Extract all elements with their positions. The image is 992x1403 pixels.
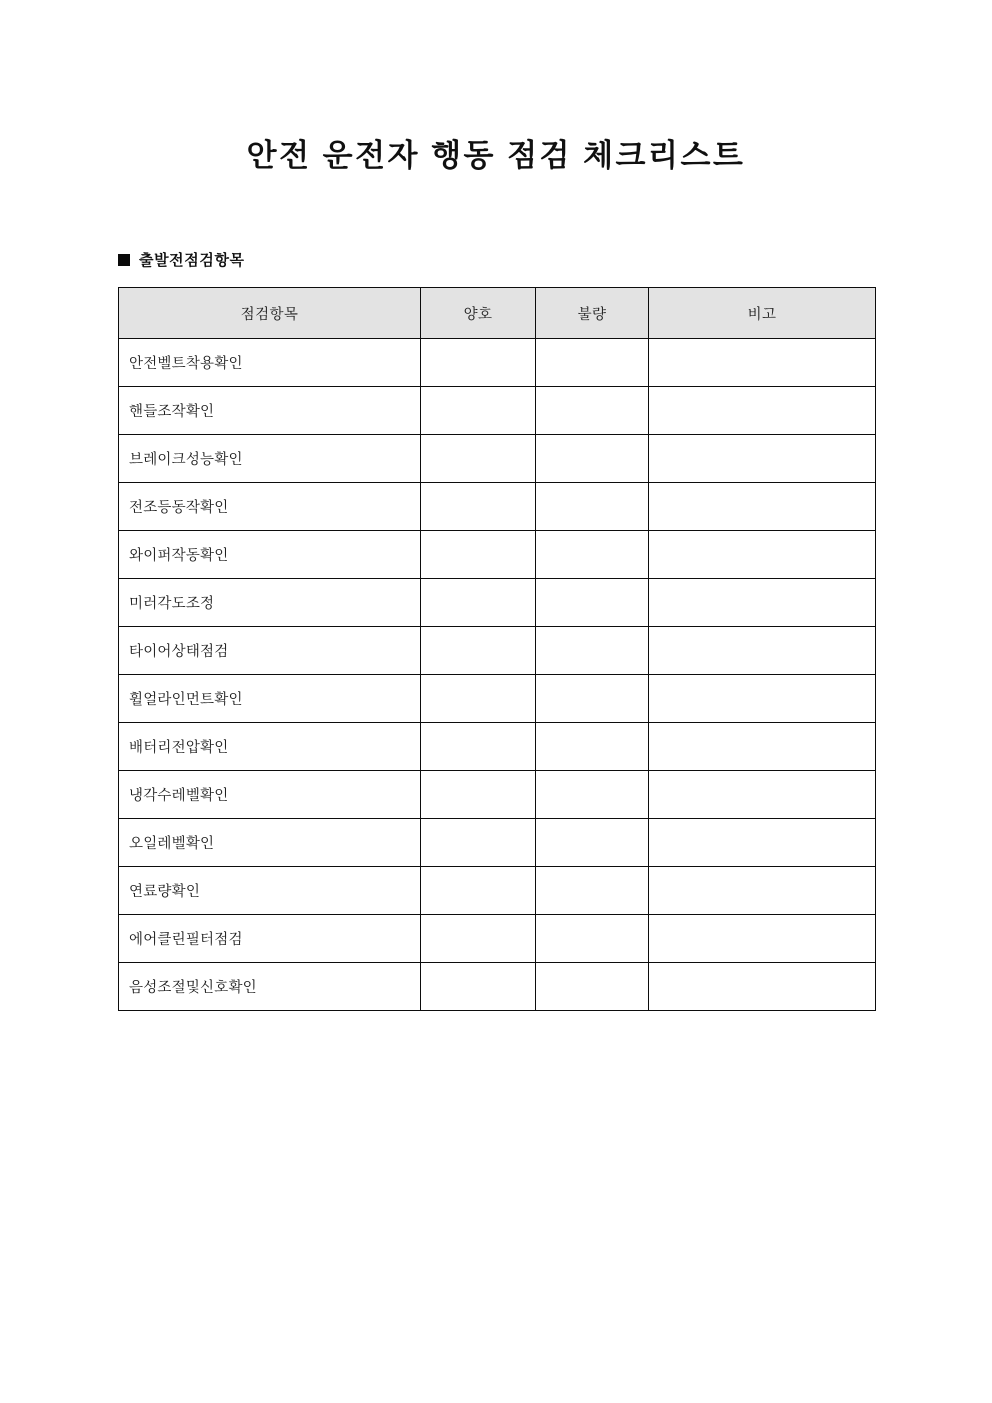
table-row bbox=[119, 483, 876, 531]
note-cell[interactable] bbox=[649, 819, 876, 867]
good-mark-cell[interactable] bbox=[421, 531, 536, 579]
checklist-table bbox=[118, 287, 876, 1011]
table-row bbox=[119, 867, 876, 915]
bad-mark-cell[interactable] bbox=[536, 867, 649, 915]
bad-mark-cell[interactable] bbox=[536, 723, 649, 771]
bad-mark-cell[interactable] bbox=[536, 531, 649, 579]
good-mark-cell[interactable] bbox=[421, 963, 536, 1011]
table-body bbox=[119, 339, 876, 1011]
bad-mark-cell[interactable] bbox=[536, 675, 649, 723]
bad-mark-cell[interactable] bbox=[536, 963, 649, 1011]
table-row bbox=[119, 627, 876, 675]
inspection-item-cell: 음성조절및신호확인 bbox=[119, 963, 421, 1011]
inspection-item-cell: 배터리전압확인 bbox=[119, 723, 421, 771]
inspection-item-cell: 에어클린필터점검 bbox=[119, 915, 421, 963]
note-cell[interactable] bbox=[649, 339, 876, 387]
good-mark-cell[interactable] bbox=[421, 627, 536, 675]
bad-mark-cell[interactable] bbox=[536, 483, 649, 531]
good-mark-cell[interactable] bbox=[421, 771, 536, 819]
table-row bbox=[119, 435, 876, 483]
bad-mark-cell[interactable] bbox=[536, 771, 649, 819]
note-cell[interactable] bbox=[649, 723, 876, 771]
good-mark-cell[interactable] bbox=[421, 867, 536, 915]
column-header-good: 양호 bbox=[421, 288, 536, 339]
table-row bbox=[119, 675, 876, 723]
inspection-item-cell: 와이퍼작동확인 bbox=[119, 531, 421, 579]
note-cell[interactable] bbox=[649, 579, 876, 627]
inspection-item-cell: 휠얼라인먼트확인 bbox=[119, 675, 421, 723]
good-mark-cell[interactable] bbox=[421, 579, 536, 627]
table-header-row bbox=[119, 288, 876, 339]
good-mark-cell[interactable] bbox=[421, 483, 536, 531]
good-mark-cell[interactable] bbox=[421, 723, 536, 771]
table-row bbox=[119, 579, 876, 627]
bad-mark-cell[interactable] bbox=[536, 627, 649, 675]
square-bullet-icon bbox=[118, 254, 130, 266]
good-mark-cell[interactable] bbox=[421, 915, 536, 963]
note-cell[interactable] bbox=[649, 771, 876, 819]
column-header-item: 점검항목 bbox=[119, 288, 421, 339]
inspection-item-cell: 핸들조작확인 bbox=[119, 387, 421, 435]
good-mark-cell[interactable] bbox=[421, 675, 536, 723]
good-mark-cell[interactable] bbox=[421, 435, 536, 483]
inspection-item-cell: 오일레벨확인 bbox=[119, 819, 421, 867]
good-mark-cell[interactable] bbox=[421, 819, 536, 867]
note-cell[interactable] bbox=[649, 867, 876, 915]
table-row bbox=[119, 819, 876, 867]
bad-mark-cell[interactable] bbox=[536, 819, 649, 867]
table-row bbox=[119, 963, 876, 1011]
bad-mark-cell[interactable] bbox=[536, 339, 649, 387]
bad-mark-cell[interactable] bbox=[536, 435, 649, 483]
bad-mark-cell[interactable] bbox=[536, 915, 649, 963]
note-cell[interactable] bbox=[649, 483, 876, 531]
note-cell[interactable] bbox=[649, 915, 876, 963]
inspection-item-cell: 브레이크성능확인 bbox=[119, 435, 421, 483]
note-cell[interactable] bbox=[649, 963, 876, 1011]
table-header bbox=[119, 288, 876, 339]
good-mark-cell[interactable] bbox=[421, 387, 536, 435]
note-cell[interactable] bbox=[649, 387, 876, 435]
note-cell[interactable] bbox=[649, 435, 876, 483]
table-row bbox=[119, 531, 876, 579]
note-cell[interactable] bbox=[649, 531, 876, 579]
table-row bbox=[119, 339, 876, 387]
inspection-item-cell: 미러각도조정 bbox=[119, 579, 421, 627]
bad-mark-cell[interactable] bbox=[536, 579, 649, 627]
bad-mark-cell[interactable] bbox=[536, 387, 649, 435]
column-header-bad: 불량 bbox=[536, 288, 649, 339]
table-row bbox=[119, 723, 876, 771]
column-header-note: 비고 bbox=[649, 288, 876, 339]
good-mark-cell[interactable] bbox=[421, 339, 536, 387]
table-row bbox=[119, 771, 876, 819]
inspection-item-cell: 냉각수레벨확인 bbox=[119, 771, 421, 819]
table-row bbox=[119, 387, 876, 435]
note-cell[interactable] bbox=[649, 627, 876, 675]
inspection-item-cell: 전조등동작확인 bbox=[119, 483, 421, 531]
inspection-item-cell: 연료량확인 bbox=[119, 867, 421, 915]
checklist-table-container bbox=[118, 287, 875, 1011]
inspection-item-cell: 타이어상태점검 bbox=[119, 627, 421, 675]
inspection-item-cell: 안전벨트착용확인 bbox=[119, 339, 421, 387]
section-heading-label: 출발전점검항목 bbox=[139, 252, 245, 269]
page-title: 안전 운전자 행동 점검 체크리스트 bbox=[246, 138, 746, 173]
note-cell[interactable] bbox=[649, 675, 876, 723]
table-row bbox=[119, 915, 876, 963]
section-heading bbox=[118, 249, 245, 270]
